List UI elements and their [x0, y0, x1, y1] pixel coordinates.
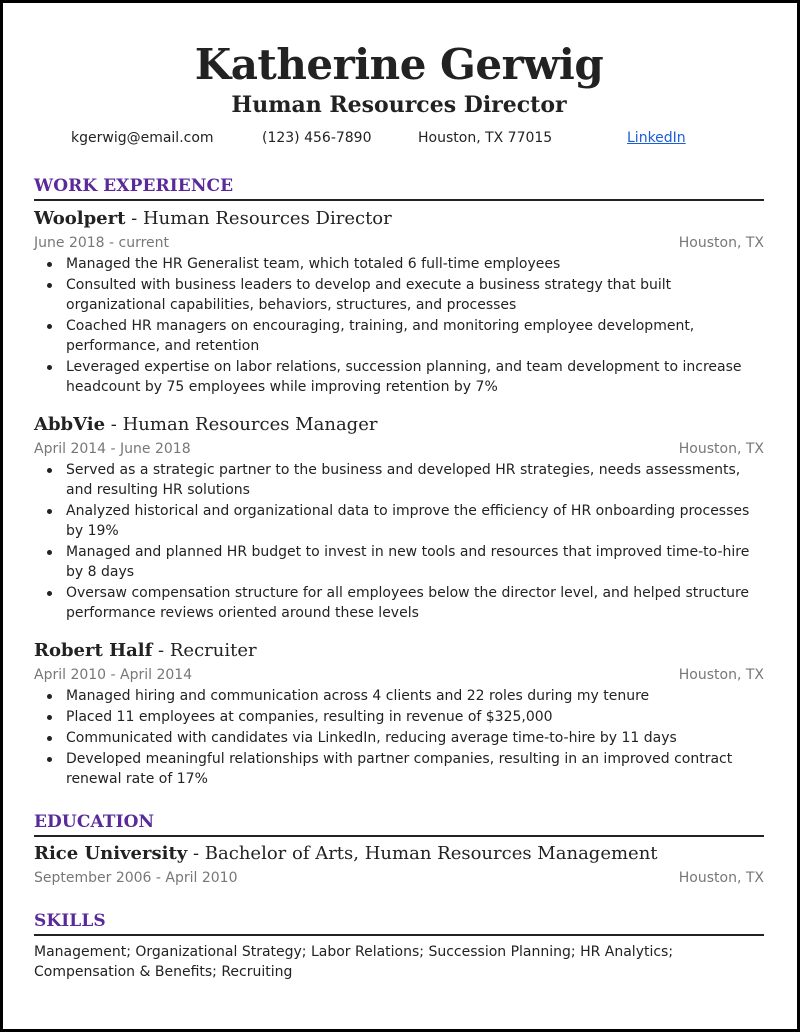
job-bullets — [34, 686, 764, 789]
bullet-item: Oversaw compensation structure for all employees below the director level, and helped structure performance reviews oriented around these levels — [66, 583, 764, 623]
bullet-item: Placed 11 employees at companies, resulting in revenue of $325,000 — [66, 707, 764, 727]
job-location: Houston, TX — [678, 441, 764, 457]
bullet-item: Leveraged expertise on labor relations, succession planning, and team development to increase headcount by 75 employees while improving retention by 7% — [66, 357, 764, 397]
job-heading — [34, 207, 764, 231]
job-separator: - — [125, 208, 143, 229]
resume-page — [3, 3, 797, 1029]
education-entry — [34, 842, 764, 888]
bullet-item: Analyzed historical and organizational data to improve the efficiency of HR onboarding processes by 19% — [66, 501, 764, 541]
job-meta — [34, 665, 764, 685]
candidate-title: Human Resources Director — [231, 92, 567, 118]
skills-list: Management; Organizational Strategy; Labor Relations; Succession Planning; HR Analytics; Compensation & Benefits; Recruiting — [34, 944, 674, 980]
education-field: Human Resources Management — [364, 843, 658, 864]
bullet-item: Managed hiring and communication across 4 clients and 22 roles during my tenure — [66, 686, 764, 706]
bullet-item: Managed the HR Generalist team, which totaled 6 full-time employees — [66, 254, 764, 274]
job-location: Houston, TX — [678, 235, 764, 251]
job-separator: - — [105, 414, 123, 435]
education-location: Houston, TX — [678, 870, 764, 886]
job-meta — [34, 233, 764, 253]
job-meta — [34, 439, 764, 459]
bullet-item: Coached HR managers on encouraging, training, and monitoring employee development, performance, and retention — [66, 316, 764, 356]
job-role: Recruiter — [169, 640, 257, 661]
job-bullets — [34, 460, 764, 623]
job-company: AbbVie — [34, 414, 106, 435]
linkedin-link[interactable]: LinkedIn — [627, 130, 686, 146]
contact-phone: (123) 456-7890 — [262, 130, 372, 146]
bullet-item: Communicated with candidates via LinkedIn, reducing average time-to-hire by 11 days — [66, 728, 764, 748]
education-separator: - — [187, 843, 205, 864]
job-dates: April 2010 - April 2014 — [34, 667, 193, 683]
education-degree: Bachelor of Arts, — [204, 843, 365, 864]
job-dates: April 2014 - June 2018 — [34, 441, 191, 457]
contact-email: kgerwig@email.com — [71, 130, 214, 146]
education-school: Rice University — [34, 843, 188, 864]
bullet-item: Managed and planned HR budget to invest in new tools and resources that improved time-to-hire by 8 days — [66, 542, 764, 582]
job-location: Houston, TX — [678, 667, 764, 683]
bullet-item: Served as a strategic partner to the business and developed HR strategies, needs assessments, and resulting HR solutions — [66, 460, 764, 500]
job-heading — [34, 413, 764, 437]
job-dates: June 2018 - current — [34, 235, 170, 251]
education-meta — [34, 868, 764, 888]
job-bullets — [34, 254, 764, 397]
section-title-skills: SKILLS — [34, 910, 764, 936]
job-role: Human Resources Manager — [122, 414, 378, 435]
contact-location: Houston, TX 77015 — [418, 130, 553, 146]
job-entry — [34, 207, 764, 397]
job-company: Woolpert — [34, 208, 126, 229]
contact-row — [34, 127, 764, 149]
education-heading — [34, 842, 764, 866]
job-company: Robert Half — [34, 640, 153, 661]
job-entry — [34, 413, 764, 623]
section-title-education: EDUCATION — [34, 811, 764, 837]
job-heading — [34, 639, 764, 663]
job-role: Human Resources Director — [142, 208, 392, 229]
experience-list — [34, 207, 764, 789]
bullet-item: Developed meaningful relationships with partner companies, resulting in an improved contract renewal rate of 17% — [66, 749, 764, 789]
job-separator: - — [152, 640, 170, 661]
education-dates: September 2006 - April 2010 — [34, 870, 238, 886]
candidate-name: Katherine Gerwig — [194, 40, 604, 89]
section-title-experience: WORK EXPERIENCE — [34, 175, 764, 201]
job-entry — [34, 639, 764, 789]
bullet-item: Consulted with business leaders to develop and execute a business strategy that built organizational capabilities, behaviors, structures, and processes — [66, 275, 764, 315]
